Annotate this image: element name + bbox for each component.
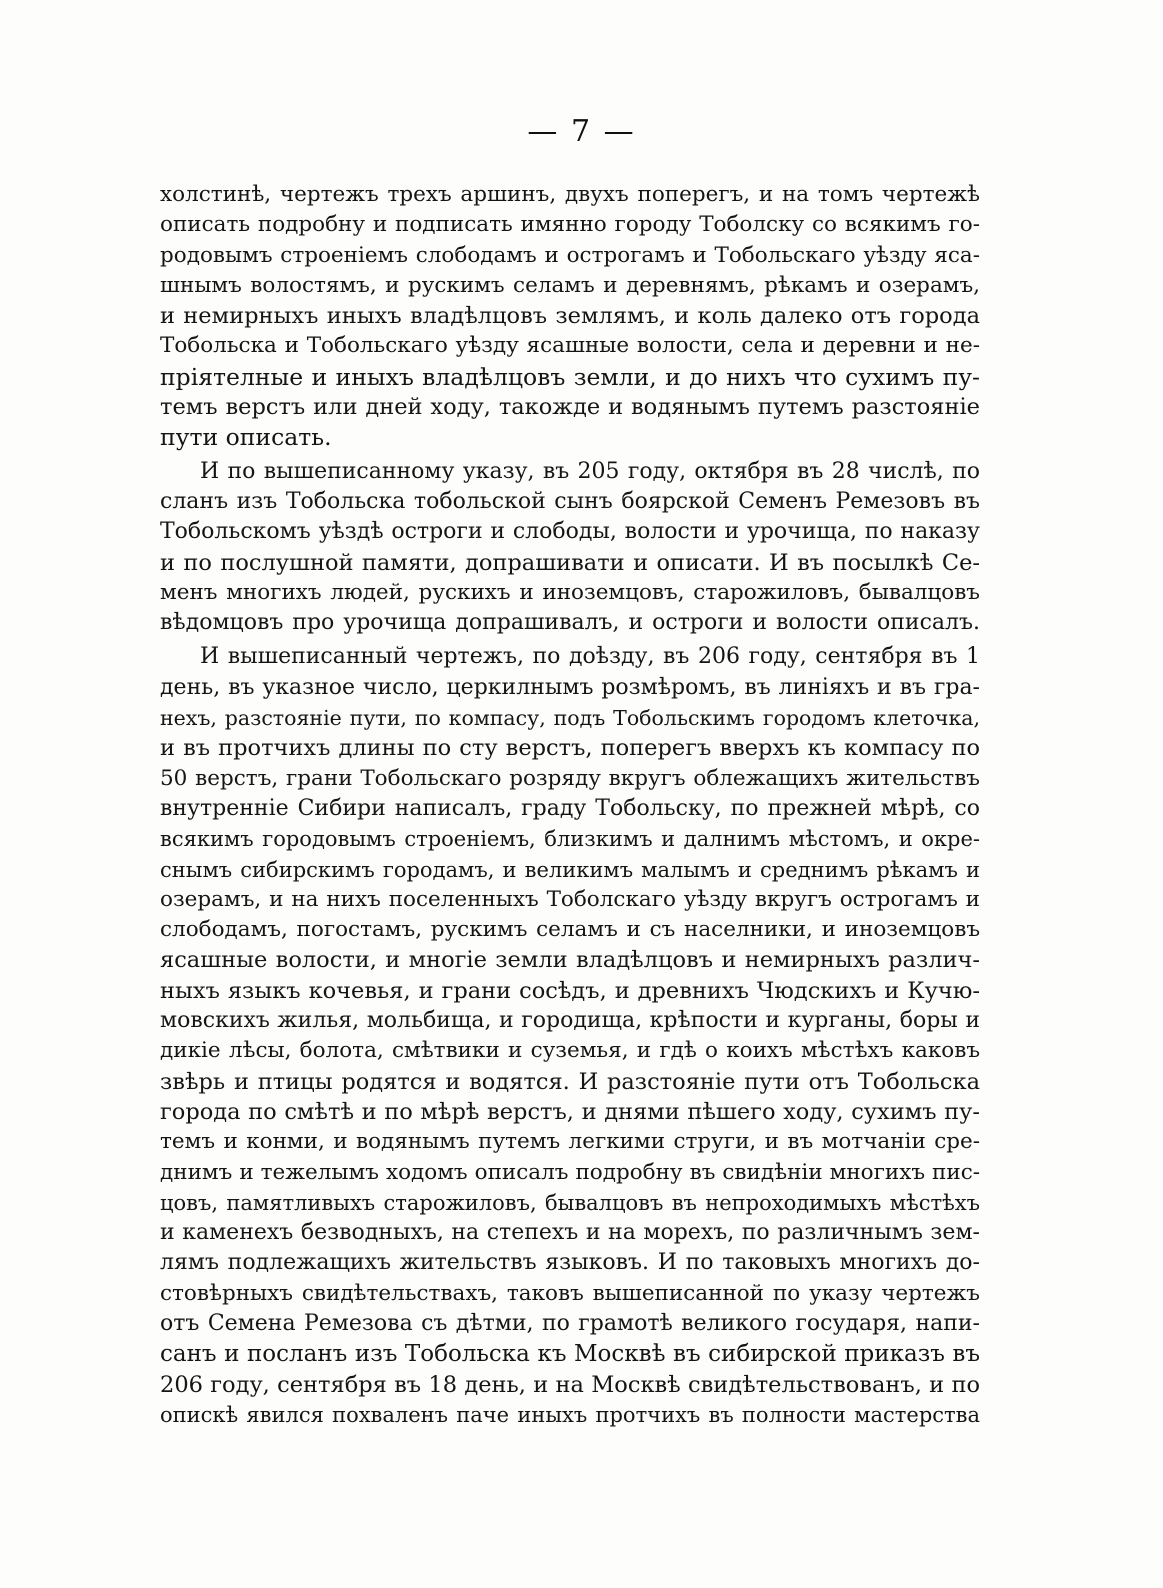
text-line: нехъ, разстояніе пути, по компасу, подъ Тобольскимъ городомъ клеточка, — [160, 706, 980, 731]
text-line: опискѣ явился похваленъ паче иныхъ протчихъ въ полности мастерства — [160, 1402, 980, 1427]
text-line: цовъ, памятливыхъ старожиловъ, бывалцовъ въ непроходимыхъ мѣстѣхъ — [160, 1190, 980, 1215]
text-line: дикіе лѣсы, болота, смѣтвики и суземья, и гдѣ о коихъ мѣстѣхъ каковъ — [160, 1038, 980, 1064]
text-line: лямъ подлежащихъ жительствъ языковъ. И по таковыхъ многихъ до- — [160, 1250, 980, 1276]
text-line: отъ Семена Ремезова съ дѣтми, по грамотѣ великого государя, напи- — [160, 1310, 980, 1336]
text-line: слободамъ, погостамъ, рускимъ селамъ и съ населники, и иноземцовъ — [160, 917, 980, 943]
text-line: 50 верстъ, грани Тобольскаго розряду вкругъ облежащихъ жительствъ — [160, 765, 980, 791]
text-line: и въ протчихъ длины по сту верстъ, поперегъ вверхъ къ компасу по — [160, 735, 980, 762]
text-line: и немирныхъ иныхъ владѣлцовъ землямъ, и коль далеко отъ города — [160, 303, 980, 330]
text-line: пути описать. — [160, 423, 332, 452]
text-line: мовскихъ жилья, мольбища, и городища, крѣпости и курганы, боры и — [160, 1008, 980, 1034]
text-line: шнымъ волостямъ, и рускимъ селамъ и деревнямъ, рѣкамъ и озерамъ, — [160, 272, 980, 298]
text-line: темъ верстъ или дней ходу, такожде и водянымъ путемъ разстояніе — [160, 394, 980, 421]
paragraph — [160, 457, 980, 639]
text-line: и каменехъ безводныхъ, на степехъ и на морехъ, по различнымъ зем- — [160, 1220, 980, 1246]
text-line: темъ и конми, и водянымъ путемъ легкими струги, и въ мотчаніи сре- — [160, 1129, 980, 1155]
text-line: И вышеписанный чертежъ, по доѣзду, въ 206 году, сентября въ 1 — [200, 644, 980, 670]
paragraph — [160, 180, 980, 453]
body-text — [160, 180, 980, 1430]
text-line: пріятелные и иныхъ владѣлцовъ земли, и до нихъ что сухимъ пу- — [160, 362, 980, 391]
text-line: и по послушной памяти, допрашивати и описати. И въ посылкѣ Се- — [160, 549, 980, 576]
text-line: описать подробну и подписать имянно городу Тоболску со всякимъ го- — [160, 212, 980, 238]
text-line: днимъ и тежелымъ ходомъ описалъ подробну въ свидѣніи многихъ пис- — [160, 1159, 980, 1185]
text-line: родовымъ строеніемъ слободамъ и острогамъ и Тобольскаго уѣзду яса- — [160, 242, 980, 268]
text-line: холстинѣ, чертежъ трехъ аршинъ, двухъ поперегъ, и на томъ чертежѣ — [160, 182, 980, 207]
paragraph — [160, 642, 980, 1430]
text-line: ныхъ языкъ кочевья, и грани сосѣдъ, и древнихъ Чюдскихъ и Кучю- — [160, 977, 980, 1004]
text-line: внутренніе Сибири написалъ, граду Тобольску, по прежней мѣрѣ, со — [160, 795, 980, 821]
text-line: ясашные волости, и многіе земли владѣлцовъ и немирныхъ различ- — [160, 947, 980, 974]
text-line: вѣдомцовъ про урочища допрашивалъ, и остроги и волости описалъ. — [160, 610, 980, 636]
text-line: Тобольскомъ уѣздѣ остроги и слободы, волости и урочища, по наказу — [160, 519, 980, 545]
text-line: Тобольска и Тобольскаго уѣзду ясашные волости, села и деревни и не- — [160, 333, 980, 359]
text-line: всякимъ городовымъ строеніемъ, близкимъ и далнимъ мѣстомъ, и окре- — [160, 827, 980, 852]
text-line: озерамъ, и на нихъ поселенныхъ Тоболскаго уѣзду вкругъ острогамъ и — [160, 886, 980, 912]
text-line: сланъ изъ Тобольска тобольской сынъ боярской Семенъ Ремезовъ въ — [160, 488, 980, 514]
page-number: — 7 — — [527, 114, 636, 149]
text-line: звѣрь и птицы родятся и водятся. И разстояніе пути отъ Тобольска — [160, 1068, 980, 1095]
text-line: менъ многихъ людей, рускихъ и иноземцовъ, старожиловъ, бывалцовъ — [160, 579, 980, 605]
text-line: снымъ сибирскимъ городамъ, и великимъ малымъ и среднимъ рѣкамъ и — [160, 857, 980, 882]
text-line: города по смѣтѣ и по мѣрѣ верстъ, и днями пѣшего ходу, сухимъ пу- — [160, 1098, 980, 1125]
text-line: санъ и посланъ изъ Тобольска къ Москвѣ въ сибирской приказъ въ — [160, 1341, 980, 1368]
text-line: И по вышеписанному указу, въ 205 году, октября въ 28 числѣ, по — [200, 458, 980, 484]
text-line: стовѣрныхъ свидѣтельствахъ, таковъ вышеписанной по указу чертежъ — [160, 1280, 980, 1306]
text-line: день, въ указное число, церкилнымъ розмѣромъ, въ линіяхъ и въ гра- — [160, 674, 980, 700]
text-line: 206 году, сентября въ 18 день, и на Москвѣ свидѣтельствованъ, и по — [160, 1371, 980, 1398]
